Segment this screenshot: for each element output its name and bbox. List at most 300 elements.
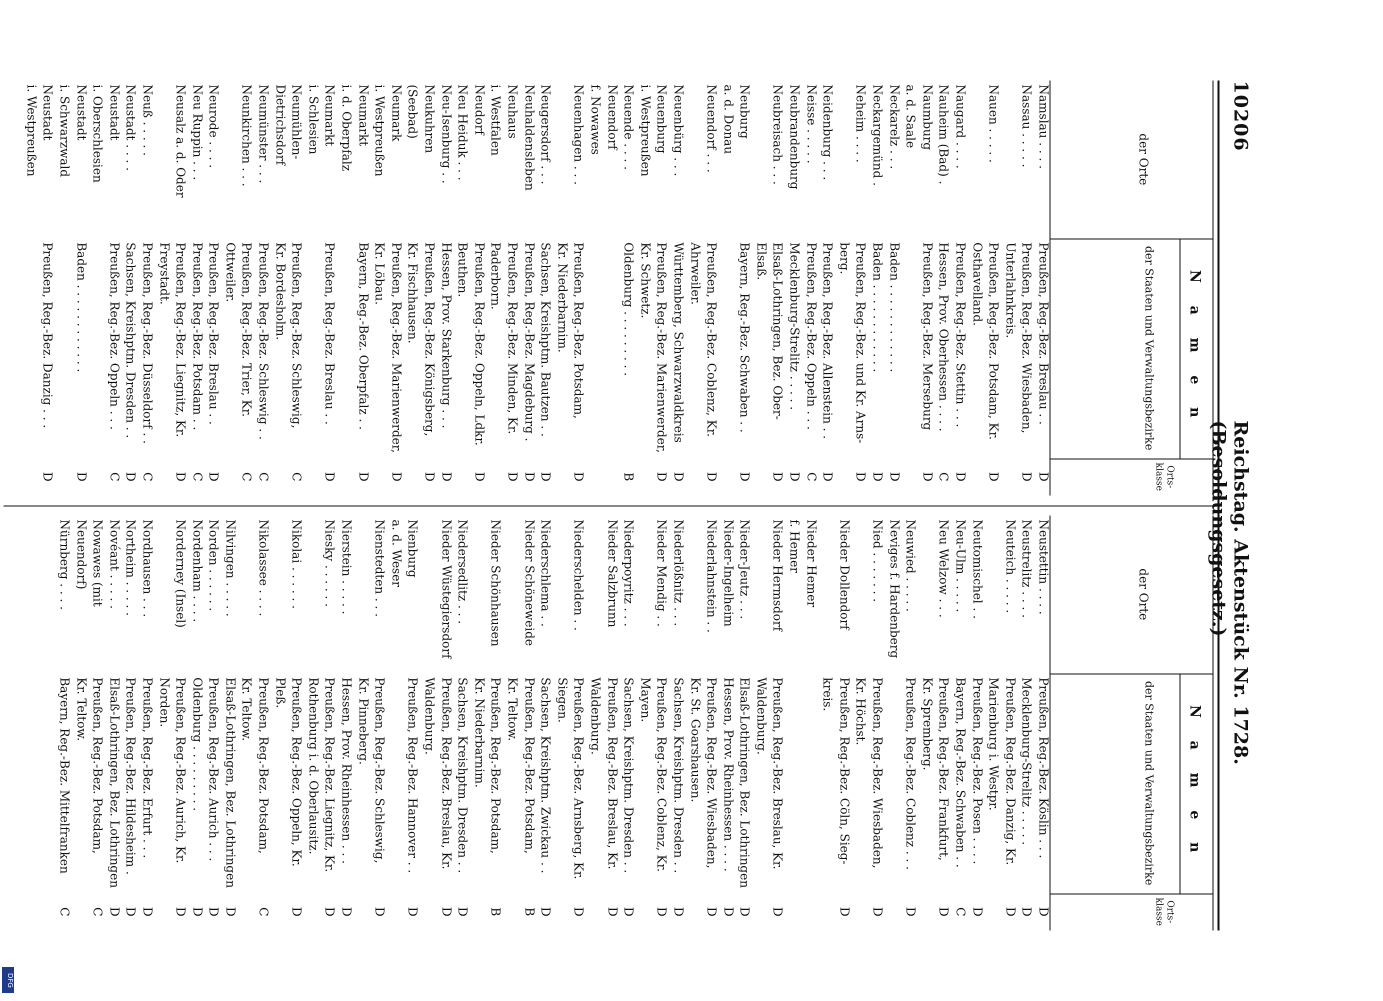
ort-cell: Neu Heiduk . . . (455, 84, 470, 181)
ortsklasse-cell: D (439, 907, 454, 917)
table-row (950, 516, 967, 931)
ort-cell: Nieder-Ingelheim (721, 519, 736, 627)
ortsklasse-cell: D (1036, 472, 1051, 482)
ort-cell: Nowawes (mit (90, 519, 105, 607)
ort-cell: Neubrandenburg (787, 84, 802, 190)
ortsklasse-cell: D (140, 907, 155, 917)
ort-cell: Nieder Schönhausen (488, 519, 503, 647)
ort-cell: Novéant . . . . . (107, 519, 122, 609)
table-row (153, 516, 170, 931)
staat-cell: Sachsen, Kreishptm. Dresden . . (123, 242, 138, 439)
staat-cell: Mayen. (638, 677, 653, 723)
table-row (784, 81, 801, 496)
table-row (419, 81, 436, 496)
table-row (618, 516, 635, 931)
ort-cell: Neutomischel . . (970, 519, 985, 619)
ort-cell: Neu-Ulm . . . . . (953, 519, 968, 613)
table-row (386, 81, 403, 496)
staat-cell: Ahrweiler. (688, 242, 703, 305)
table-row (270, 516, 287, 931)
ortsklasse-cell: C (256, 907, 271, 917)
table-row (684, 516, 701, 931)
staat-cell: Oldenburg . . . . . . . . . (190, 677, 205, 812)
staat-cell: berg. (837, 242, 852, 275)
table-row (469, 516, 486, 931)
staat-cell: Hessen, Prov. Oberhessen . . . . (936, 242, 951, 432)
ort-cell: Nieder Hermsdorf (771, 519, 785, 632)
staat-cell: Preußen, Reg.-Bez. Frankfurt, (936, 677, 951, 861)
table-row (37, 81, 54, 496)
staat-cell: Ottweiler. (223, 242, 238, 303)
table-row (767, 516, 784, 931)
ortsklasse-cell: C (953, 907, 968, 917)
table-row (1016, 81, 1033, 496)
ortsklasse-cell: D (737, 472, 752, 482)
staat-cell: Hessen, Prov. Rheinhessen . . . . (721, 677, 736, 872)
staat-cell: Preußen, Reg.-Bez. Danzig, Kr. (1003, 677, 1018, 866)
table-row (767, 81, 784, 496)
table-row (635, 516, 652, 931)
ortsklasse-cell: D (704, 472, 719, 482)
table-row (153, 81, 170, 496)
table-row (485, 81, 502, 496)
table-row (54, 81, 71, 496)
table-row (933, 516, 950, 931)
staat-cell: Kr. Teltow. (240, 677, 254, 742)
ort-cell: Neuwied . . . . . (903, 519, 918, 612)
ort-cell: Nieder Mendig . . (654, 519, 669, 627)
staat-cell: Baden . . . . . . . . . . . . (74, 242, 89, 373)
staat-cell: Preußen, Reg.-Bez. Schleswig . . (256, 242, 271, 440)
ortsklasse-cell: D (190, 907, 205, 917)
staat-cell: Kr. Teltow. (74, 677, 89, 742)
staat-cell: Hessen, Prov. Rheinhessen . . . (339, 677, 354, 864)
table-header (1050, 81, 1213, 496)
ortsklasse-cell: D (1036, 907, 1051, 917)
ortsklasse-cell: D (107, 907, 122, 917)
staat-cell: Marienburg i. Westpr. (986, 677, 1001, 811)
ortsklasse-cell: D (936, 907, 951, 917)
staat-cell: Elsaß-Lothringen, Bez. Lothringen (737, 677, 752, 888)
orte-heading: der Orte (1136, 568, 1151, 621)
table-row (651, 81, 668, 496)
table-row (87, 81, 104, 496)
table-row (850, 81, 867, 496)
table-row (353, 516, 370, 931)
staat-cell: Preußen, Reg.-Bez. Potsdam, (90, 677, 105, 854)
ortsklasse-cell: D (40, 472, 55, 482)
table-row (236, 81, 253, 496)
ort-cell: Northeim . . . . . (123, 519, 138, 616)
ortsklasse-cell: D (538, 472, 553, 482)
ort-cell: Neuendorf . . . (704, 84, 719, 173)
table-row (585, 516, 602, 931)
ort-cell: i. Westpreußen (24, 84, 39, 177)
left-table-column (21, 81, 1214, 496)
page-title: Reichstag. Aktenstück Nr. 1728. (Besoldungsgesetz.) (1207, 420, 1252, 765)
ort-cell: f. Hemer (787, 519, 802, 573)
staat-cell: Preußen, Reg.-Bez. Breslau, Kr. (605, 677, 620, 870)
table-row (502, 516, 519, 931)
table-header (1050, 516, 1213, 931)
staaten-heading: der Staaten und Verwaltungsbezirke (1142, 680, 1156, 886)
table-row (1016, 516, 1033, 931)
ortsklasse-cell: D (505, 472, 520, 482)
table-row (303, 516, 320, 931)
staat-cell: Preußen, Reg.-Bez. Aurich, Kr. (173, 677, 188, 864)
staat-cell: Bayern, Reg.-Bez. Schwaben . . (737, 242, 752, 433)
table-row (120, 516, 137, 931)
staat-cell: Pleß. (273, 677, 288, 709)
ort-cell: Dietrichsdorf (273, 84, 288, 166)
staat-cell: Preußen, Reg.-Bez. Wiesbaden, (1019, 242, 1034, 434)
ortsklasse-cell: D (671, 907, 686, 917)
ort-cell: Nienstedten . . . (372, 519, 387, 617)
ortsklasse-cell: D (372, 907, 387, 917)
staat-cell: Sachsen, Kreishptm. Bautzen . . (538, 242, 553, 437)
staat-cell: Mecklenburg-Strelitz . . . . . (787, 242, 802, 411)
staat-cell: Preußen, Reg.-Bez. Minden, Kr. (505, 242, 520, 435)
ort-cell: Neustadt (74, 84, 89, 141)
ort-cell: a. d. Saale (903, 84, 918, 149)
table-row (104, 516, 121, 931)
ort-cell: Neuende . . . . (621, 84, 636, 170)
ortsklasse-cell: D (870, 907, 885, 917)
ortsklasse-cell: D (887, 472, 902, 482)
table-row (967, 516, 984, 931)
ortsklasse-cell: C (190, 472, 205, 482)
ort-cell: Nikolai . . . . . . (289, 519, 304, 609)
staat-cell: Preußen, Reg.-Bez. Oppeln . . . (107, 242, 122, 430)
ort-cell: Nieder-Jeutz . . . (737, 519, 752, 620)
ortsklasse-cell: D (206, 907, 221, 917)
table-row (552, 516, 569, 931)
table-row (469, 81, 486, 496)
ort-cell: Neuß . . . . . (140, 84, 155, 156)
staat-cell: Unterlahnkreis. (1003, 242, 1018, 339)
ort-cell: Nieder Schöneweide (522, 519, 537, 646)
ortsklasse-cell: D (289, 907, 304, 917)
ort-cell: f. Nowawes (588, 84, 603, 155)
ortsklasse-heading: Orts- klasse (1153, 462, 1175, 491)
ortsklasse-cell: C (57, 907, 72, 917)
staat-cell: Preußen, Reg.-Bez. Breslau, Kr. (771, 677, 785, 870)
staat-cell: Baden . . . . . . . . . . . . (870, 242, 885, 373)
ortsklasse-cell: D (654, 472, 669, 482)
staat-cell: Waldenburg. (754, 677, 769, 755)
staat-cell: Preußen, Reg.-Bez. Allenstein . . (820, 242, 835, 440)
ort-cell: Neu-Isenburg . . (439, 84, 454, 184)
staat-cell: Preußen, Reg.-Bez. Marienwerder, (389, 242, 404, 453)
staat-cell: Preußen, Reg.-Bez. Liegnitz, Kr. (173, 242, 188, 438)
table-row (519, 516, 536, 931)
staat-cell: Preußen, Reg.-Bez. Aurich . . . (206, 677, 221, 862)
ortsklasse-cell: D (571, 907, 586, 917)
staat-cell: Waldenburg. (422, 677, 437, 755)
ort-cell: Neidenburg . . . (820, 84, 835, 181)
table-row (137, 516, 154, 931)
page-number: 10206 (1229, 80, 1252, 152)
ort-cell: Nieder Hemer (804, 519, 819, 608)
staat-cell: Kr. Fischhausen. (405, 242, 420, 344)
staat-cell: Kr. Schwetz. (638, 242, 653, 319)
ortsklasse-cell: D (74, 472, 89, 482)
dfg-logo: DFG (2, 967, 14, 993)
table-row (718, 81, 735, 496)
table-row (70, 516, 87, 931)
staat-cell: Preußen, Reg.-Bez. Coblenz, Kr. (704, 242, 719, 437)
ortsklasse-cell: D (455, 907, 470, 917)
staat-cell: Preußen, Reg.-Bez. Arnsberg, Kr. (571, 677, 586, 880)
staat-cell: Kr. Höchst. (853, 677, 868, 746)
ort-cell: Neustettin . . . . (1036, 519, 1051, 615)
ortsklasse-cell: D (837, 907, 852, 917)
table-row (253, 81, 270, 496)
table-row (187, 516, 204, 931)
staat-cell: Kr. Löbau. (372, 242, 387, 305)
staat-cell: Kr. Spremberg. (920, 677, 935, 771)
staat-cell: Elsaß-Lothringen, Bez. Lothringen (223, 677, 238, 888)
table-row (120, 81, 137, 496)
ort-cell: Nieder Dollendorf (837, 519, 852, 630)
table-row (203, 516, 220, 931)
ort-cell: Norderney (Insel) (173, 519, 188, 628)
staat-cell: Preußen, Reg.-Bez. Oppeln, Ldkr. (472, 242, 487, 446)
staat-cell: Hessen, Prov. Starkenburg . . . (439, 242, 454, 429)
staat-cell: Freystadt. (157, 242, 172, 305)
table-row (1000, 81, 1017, 496)
table-row (485, 516, 502, 931)
ortsklasse-heading: Orts- klasse (1153, 897, 1175, 926)
table-row (867, 516, 884, 931)
staat-cell: Preußen, Reg.-Bez. Königsberg, (422, 242, 437, 437)
staat-cell: Bayern, Reg.-Bez. Oberpfalz . . (356, 242, 371, 430)
ort-cell: Neustrelitz . . . . (1019, 519, 1034, 618)
table-row (784, 516, 801, 931)
ort-cell: Nilvingen . . . . . (223, 519, 238, 617)
table-row (187, 81, 204, 496)
ortsklasse-cell: D (206, 472, 221, 482)
staat-cell: Mecklenburg-Strelitz . . . . . (1019, 677, 1034, 846)
ort-cell: Niederschelden . . (571, 519, 586, 631)
ortsklasse-cell: D (472, 472, 487, 482)
table-row (850, 516, 867, 931)
staat-cell: kreis. (820, 677, 835, 712)
table-row (203, 81, 220, 496)
ort-cell: Niederpoyritz . . . (621, 519, 636, 627)
rotated-document-page (0, 1, 1332, 1001)
ortsklasse-cell: C (140, 472, 155, 482)
ortsklasse-cell: C (804, 472, 819, 482)
staat-cell: Preußen, Reg.-Bez. Potsdam, (571, 242, 586, 419)
ort-cell: Neurode . . . . (206, 84, 221, 169)
ortsklasse-cell: D (173, 472, 188, 482)
ortsklasse-cell: D (571, 472, 586, 482)
staat-cell: Preußen, Reg.-Bez. Hildesheim . (123, 677, 138, 875)
table-row (336, 81, 353, 496)
ortsklasse-cell: D (173, 907, 188, 917)
ort-cell: Naumburg (920, 84, 935, 151)
left-table-rows (21, 81, 1050, 496)
ort-cell: Neumarkt (322, 84, 337, 147)
table-row (353, 81, 370, 496)
ort-cell: a. d. Donau (721, 84, 736, 155)
ort-cell: Neustadt (40, 84, 55, 141)
ortsklasse-cell: D (920, 472, 935, 482)
staat-cell: Kr. St. Goarshausen. (688, 677, 703, 803)
table-row (21, 81, 38, 496)
table-row (436, 81, 453, 496)
ort-cell: Neukuhren (422, 84, 437, 154)
ortsklasse-cell: D (853, 472, 868, 482)
ortsklasse-cell: D (737, 907, 752, 917)
table-row (651, 516, 668, 931)
ortsklasse-cell: D (771, 907, 785, 917)
staat-cell: Preußen, Reg.-Bez. Potsdam, (522, 677, 537, 854)
table-row (535, 516, 552, 931)
ort-cell: Neckarelz . . . (887, 84, 902, 170)
staat-cell: Preußen, Reg.-Bez. Oppeln . . . (804, 242, 819, 430)
ortsklasse-cell: B (488, 907, 503, 917)
staat-cell: Elsaß-Lothringen, Bez. Ober- (771, 242, 785, 420)
table-row (286, 81, 303, 496)
staat-cell: Norden. (157, 677, 172, 728)
staat-cell: Preußen, Reg.-Bez. Breslau . . (206, 242, 221, 425)
table-row (618, 81, 635, 496)
ortsklasse-cell: D (970, 907, 985, 917)
ort-cell: Neustadt (107, 84, 122, 141)
staat-cell: Preußen, Reg.-Bez. Köslin . . . (1036, 677, 1051, 859)
staat-cell: Preußen, Reg.-Bez. Oppeln, Kr. (289, 677, 304, 867)
ort-cell: (Seebad) (405, 84, 420, 139)
staat-cell: Sachsen, Kreishptm. Dresden . . (671, 677, 686, 874)
table-row (502, 81, 519, 496)
table-row (87, 516, 104, 931)
table-row (718, 516, 735, 931)
staat-cell: Baden . . . . . . . . . . . . (887, 242, 902, 373)
staat-cell: Preußen, Reg.-Bez. Coblenz . . . (903, 677, 918, 870)
ort-cell: i. Schwarzwald (57, 84, 72, 178)
table-row (303, 81, 320, 496)
ort-cell: Nauheim (Bad) . (936, 84, 951, 185)
ort-cell: Neustadt . . . . (123, 84, 138, 171)
ortsklasse-cell: D (787, 472, 802, 482)
table-row (884, 516, 901, 931)
table-row (817, 516, 834, 931)
ort-cell: Neudorf (472, 84, 487, 135)
table-row (220, 81, 237, 496)
ortsklasse-cell: C (936, 472, 951, 482)
page-header (1207, 80, 1254, 931)
ort-cell: Nied . . . . . . . (870, 519, 885, 603)
staat-cell: Kr. Niederbarnim. (555, 242, 570, 353)
ort-cell: Nieder Salzbrunn (605, 519, 620, 628)
table-row (70, 81, 87, 496)
ort-cell: Neckargemünd . (870, 84, 885, 186)
table-row (386, 516, 403, 931)
table-row (668, 81, 685, 496)
ortsklasse-cell: D (621, 907, 636, 917)
table-row (54, 516, 71, 931)
ort-cell: Neuenburg (654, 84, 669, 154)
table-row (635, 81, 652, 496)
table-row (900, 81, 917, 496)
staat-cell: Oldenburg . . . . . . . . . (621, 242, 636, 377)
table-row (601, 81, 618, 496)
table-row (684, 81, 701, 496)
staat-cell: Kr. Teltow. (505, 677, 520, 742)
ort-cell: Niesky . . . . . . (322, 519, 337, 607)
ortsklasse-cell: D (953, 472, 968, 482)
table-row (552, 81, 569, 496)
ort-cell: Neheim . . . . (853, 84, 868, 163)
staaten-heading: der Staaten und Verwaltungsbezirke (1142, 245, 1156, 451)
staat-cell: Preußen, Reg.-Bez. Schleswig, (372, 677, 387, 864)
ort-cell: Nierstein . . . . . (339, 519, 354, 615)
staat-cell: Württemberg, Schwarzwaldkreis (671, 242, 686, 443)
table-row (701, 516, 718, 931)
ort-cell: Niederlahnstein . . (704, 519, 719, 633)
staat-cell: Preußen, Reg.-Bez. Wiesbaden, (870, 677, 885, 869)
ortsklasse-cell: D (1003, 907, 1018, 917)
staat-cell: Preußen, Reg.-Bez. Schleswig, (289, 242, 304, 429)
staat-cell: Preußen, Reg.-Bez. Breslau . . (322, 242, 337, 425)
table-row (734, 516, 751, 931)
table-row (1000, 516, 1017, 931)
staat-cell: Siegen. (555, 677, 570, 723)
ortsklasse-cell: D (322, 907, 337, 917)
ort-cell: i. Westpreußen (638, 84, 653, 177)
table-row (917, 81, 934, 496)
ort-cell: Neuenhagen . . . (571, 84, 586, 185)
ortsklasse-cell: D (771, 472, 785, 482)
ort-cell: Neumünster . . . (256, 84, 271, 184)
ort-cell: Nikolassee . . . . (256, 519, 271, 617)
staat-cell: Preußen, Reg.-Bez. Wiesbaden, (704, 677, 719, 869)
table-row (220, 516, 237, 931)
ort-cell: Neubreisach . . . (771, 84, 785, 185)
staat-cell: Preußen, Reg.-Bez. Merseburg (920, 242, 935, 431)
ortsklasse-cell: C (107, 472, 122, 482)
ort-cell: Nassau . . . . . (1019, 84, 1034, 168)
ort-cell: Naugard . . . . (953, 84, 968, 169)
ort-cell: Neviges f. Hardenberg (887, 519, 902, 659)
ortsklasse-cell: C (240, 472, 254, 482)
table-row (734, 81, 751, 496)
ortsklasse-cell: B (621, 472, 636, 482)
staat-cell: Preußen, Reg.-Bez. Liegnitz, Kr. (322, 677, 337, 873)
staat-cell: Preußen, Reg.-Bez. Breslau, Kr. (439, 677, 454, 870)
ortsklasse-cell: C (289, 472, 304, 482)
right-table-column (54, 516, 1214, 931)
ort-cell: Niederschlema . . (538, 519, 553, 627)
table-row (967, 81, 984, 496)
ort-cell: a. d. Weser (389, 519, 404, 588)
table-row (751, 81, 768, 496)
ort-cell: Nauen . . . . . (986, 84, 1001, 163)
ortsklasse-cell: D (654, 907, 669, 917)
staat-cell: Preußen, Reg.-Bez. Cöln, Sieg- (837, 677, 852, 865)
ortsklasse-cell: D (123, 472, 138, 482)
table-row (751, 516, 768, 931)
ortsklasse-cell: D (870, 472, 885, 482)
table-row (568, 516, 585, 931)
staat-cell: Sachsen, Kreishptm. Zwickau . . (538, 677, 553, 874)
staat-cell: Preußen, Reg.-Bez. Trier, Kr. (240, 242, 254, 417)
ort-cell: Neuendorf) (74, 519, 89, 590)
ortsklasse-cell: D (903, 907, 918, 917)
table-row (104, 81, 121, 496)
